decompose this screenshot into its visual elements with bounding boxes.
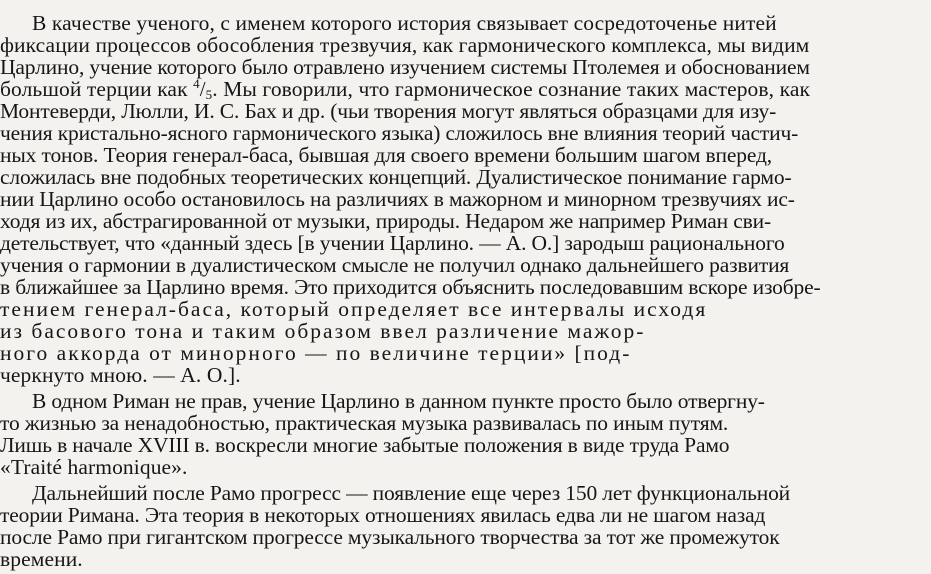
paragraph-3-line-2: теории Римана. Эта теория в некоторых отношениях явилась едва ли не шагом назад (0, 504, 766, 527)
paragraph-1-line-2: фиксации процессов обособления трезвучия, как гармонического комплекса, мы видим (0, 34, 810, 57)
paragraph-1-line-5: Монтеверди, Люлли, И. С. Бах и др. (чьи творения могут являться образцами для изу- (0, 100, 777, 123)
paragraph-1-line-9: нии Царлино особо остановилось на различиях в мажорном и минорном трезвучиях ис- (0, 188, 795, 211)
paragraph-1-line-17: черкнуто мною. — А. О.]. (0, 364, 241, 387)
paragraph-2-line-3: Лишь в начале XVIII в. воскресли многие забытые положения в виде труда Рамо (0, 434, 730, 457)
paragraph-1-line-8: сложилась вне подобных теоретических концепций. Дуалистическое понимание гармо- (0, 166, 792, 189)
fraction-denominator: 5 (205, 87, 213, 102)
paragraph-1-line-15: из басового тона и таким образом ввел различение мажор- (0, 320, 646, 343)
paragraph-1-line-4-end: . Мы говорили, что гармоническое сознание таких мастеров, как (212, 78, 811, 101)
paragraph-1-line-10: ходя из их, абстрагированной от музыки, природы. Недаром же например Риман сви- (0, 210, 771, 233)
paragraph-1-line-3: Царлино, учение которого было отравлено изучением системы Птолемея и обоснованием (0, 56, 810, 79)
paragraph-1-line-1: В качестве ученого, с именем которого история связывает сосредоточенье нитей (32, 12, 777, 35)
fraction-numerator: 4 (193, 78, 200, 91)
paragraph-2-line-4: «Traité harmonique». (0, 456, 188, 479)
paragraph-3-line-4: времени. (0, 548, 83, 571)
paragraph-1-line-14: тением генерал-баса, который определяет все интервалы исходя (0, 298, 708, 321)
paragraph-1-line-16: ного аккорда от минорного — по величине терции» [под- (0, 342, 632, 365)
paragraph-1-line-4 (0, 78, 931, 102)
paragraph-3-line-1: Дальнейший после Рамо прогресс — появление еще через 150 лет функциональной (32, 482, 791, 505)
paragraph-2-line-2: то жизнью за ненадобностью, практическая музыка развивалась по иным путям. (0, 412, 729, 435)
paragraph-2-line-1: В одном Риман не прав, учение Царлино в данном пункте просто было отвергну- (32, 390, 765, 413)
paragraph-1-line-11: детельствует, что «данный здесь [в учении Царлино. — А. О.] зародыш рационального (0, 232, 785, 255)
paragraph-1-line-6: чения кристально-ясного гармонического языка) сложилось вне влияния теорий частич- (0, 122, 799, 145)
paragraph-1-line-7: ных тонов. Теория генерал-баса, бывшая для своего времени большим шагом вперед, (0, 144, 772, 167)
paragraph-1-line-4-start: большой терции как (0, 78, 194, 101)
paragraph-1-line-12: учения о гармонии в дуалистическом смысле не получил однако дальнейшего развития (0, 254, 790, 277)
paragraph-3-line-3: после Рамо при гигантском прогрессе музыкального творчества за тот же промежуток (0, 526, 780, 549)
paragraph-1-line-13: в ближайшее за Царлино время. Это приходится объяснить последовавшим вскоре изобре- (0, 276, 821, 299)
fraction-slash: / (199, 78, 206, 101)
